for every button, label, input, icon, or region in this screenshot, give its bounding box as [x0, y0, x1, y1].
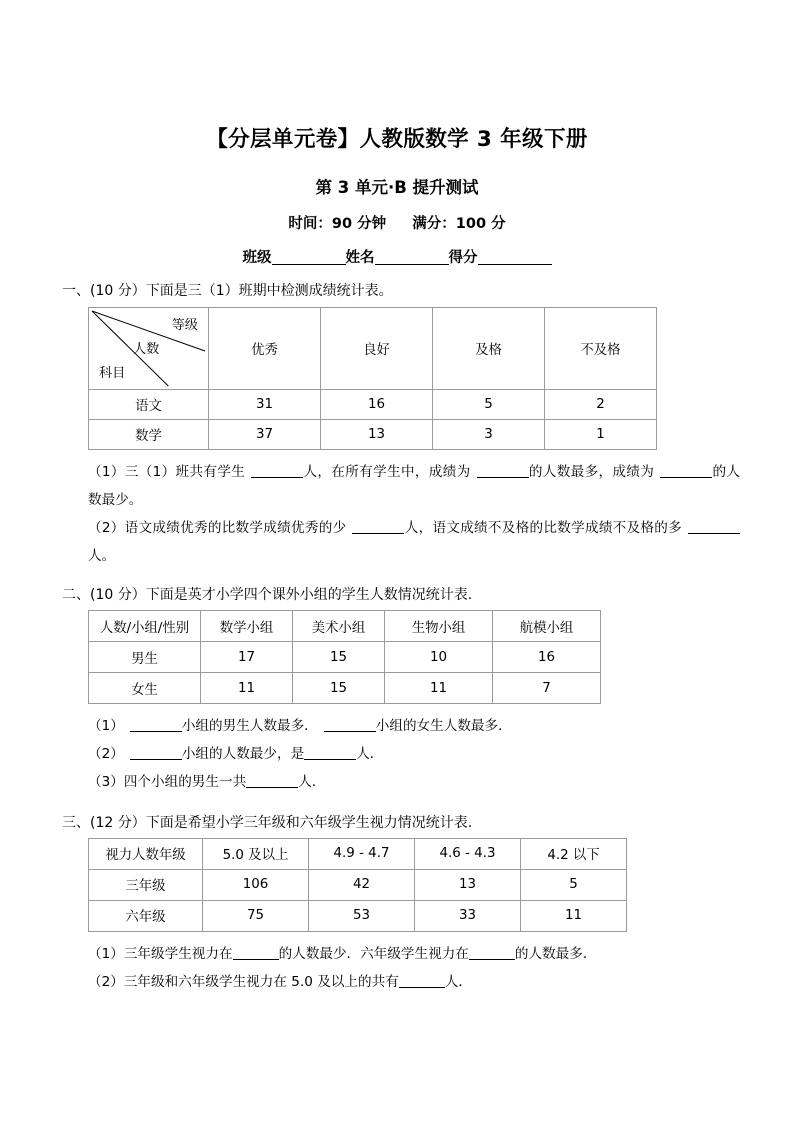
question-text: 的人数最多，成绩为	[528, 464, 655, 481]
question-text: （1）三（1）班共有学生	[88, 464, 246, 481]
table-cell: 2	[545, 390, 657, 420]
table-cell: 42	[309, 869, 415, 900]
question-text: 的人数最少．六年级学生视力在	[278, 945, 469, 962]
question-3-2	[0, 969, 794, 997]
question-text: 人．	[444, 973, 472, 990]
question-1-1	[0, 459, 794, 515]
question-2-3	[0, 769, 794, 797]
question-text: 人，语文成绩不及格的比数学成绩不及格的多	[404, 520, 683, 537]
table-row	[89, 900, 627, 931]
table-cell: 15	[293, 673, 385, 704]
class-field-blank[interactable]	[272, 264, 346, 265]
table-cell: 31	[209, 390, 321, 420]
column-header: 4.6 - 4.3	[415, 838, 521, 869]
name-field-blank[interactable]	[375, 264, 449, 265]
table-cell: 17	[201, 642, 293, 673]
question-text: 小组的男生人数最多．	[181, 718, 318, 735]
section-two	[0, 571, 794, 797]
answer-blank[interactable]	[688, 533, 740, 534]
table-cell: 5	[521, 869, 627, 900]
table-cell: 11	[385, 673, 493, 704]
answer-blank[interactable]	[304, 759, 356, 760]
table-cell: 1	[545, 420, 657, 450]
table-cell: 15	[293, 642, 385, 673]
row-label: 语文	[89, 390, 209, 420]
page-subtitle: 第 3 单元·B 提升测试	[315, 178, 479, 197]
answer-blank[interactable]	[477, 477, 529, 478]
question-text: 人。	[88, 547, 116, 564]
table-cell: 7	[493, 673, 601, 704]
question-1-2	[0, 515, 794, 571]
diagonal-header-cell	[89, 308, 209, 390]
section-three-heading: 三、(12 分）下面是希望小学三年级和六年级学生视力情况统计表.	[62, 814, 473, 831]
corner-header-cell: 人数/小组/性别	[89, 611, 201, 642]
row-label: 数学	[89, 420, 209, 450]
answer-blank[interactable]	[660, 477, 712, 478]
answer-blank[interactable]	[246, 787, 298, 788]
name-field-label: 姓名	[345, 250, 375, 266]
section-one-heading: 一、(10 分）下面是三（1）班期中检测成绩统计表。	[62, 283, 393, 299]
question-text: （2）	[88, 745, 124, 762]
question-2-2	[0, 741, 794, 769]
section-two-heading: 二、(10 分）下面是英才小学四个课外小组的学生人数情况统计表.	[62, 586, 473, 603]
question-text: （1）	[88, 718, 124, 735]
table-row	[89, 869, 627, 900]
question-text: 小组的人数最少，是	[181, 745, 305, 762]
answer-blank[interactable]	[399, 987, 445, 988]
table-cell: 3	[433, 420, 545, 450]
table-cell: 16	[493, 642, 601, 673]
question-text: 人．	[356, 745, 384, 762]
section-one-questions	[0, 450, 794, 570]
section-two-questions	[0, 704, 794, 797]
answer-blank[interactable]	[469, 959, 515, 960]
question-text: 的人数最少。	[88, 464, 741, 509]
grades-statistics-table	[88, 307, 657, 450]
vision-table-wrapper	[0, 833, 794, 932]
column-header: 数学小组	[201, 611, 293, 642]
diagonal-header-box	[89, 308, 208, 389]
question-3-1	[0, 941, 794, 969]
answer-blank[interactable]	[130, 759, 182, 760]
table-cell: 13	[415, 869, 521, 900]
column-header: 4.2 以下	[521, 838, 627, 869]
table-header-row	[89, 611, 601, 642]
row-label: 六年级	[89, 900, 203, 931]
section-three-questions	[0, 932, 794, 997]
answer-blank[interactable]	[352, 533, 404, 534]
answer-blank[interactable]	[324, 731, 376, 732]
table-cell: 53	[309, 900, 415, 931]
table-row	[89, 673, 601, 704]
row-label: 三年级	[89, 869, 203, 900]
class-field-label: 班级	[242, 250, 272, 266]
corner-label-subject: 科目	[99, 366, 126, 382]
table-row	[89, 420, 657, 450]
column-header: 航模小组	[493, 611, 601, 642]
row-label: 女生	[89, 673, 201, 704]
score-field-blank[interactable]	[478, 264, 552, 265]
question-text: 小组的女生人数最多．	[375, 718, 512, 735]
clubs-table-wrapper	[0, 605, 794, 704]
table-cell: 13	[321, 420, 433, 450]
column-header: 5.0 及以上	[203, 838, 309, 869]
column-header: 4.9 - 4.7	[309, 838, 415, 869]
table-cell: 5	[433, 390, 545, 420]
question-text: 人．	[298, 773, 326, 790]
exam-meta	[0, 198, 794, 233]
page-title: 【分层单元卷】人教版数学 3 年级下册	[206, 127, 588, 152]
row-label: 男生	[89, 642, 201, 673]
table-cell: 10	[385, 642, 493, 673]
score-field-label: 得分	[448, 250, 478, 266]
table-cell: 11	[521, 900, 627, 931]
column-header: 及格	[433, 308, 545, 390]
question-text: （2）三年级和六年级学生视力在 5.0 及以上的共有	[88, 973, 399, 990]
answer-blank[interactable]	[233, 959, 279, 960]
table-header-row	[89, 308, 657, 390]
table-header-row	[89, 838, 627, 869]
clubs-statistics-table	[88, 610, 601, 704]
question-text: 人，在所有学生中，成绩为	[303, 464, 471, 481]
section-one	[0, 267, 794, 571]
table-cell: 33	[415, 900, 521, 931]
table-cell: 16	[321, 390, 433, 420]
table-row	[89, 390, 657, 420]
question-text: （1）三年级学生视力在	[88, 945, 233, 962]
column-header: 生物小组	[385, 611, 493, 642]
table-cell: 11	[201, 673, 293, 704]
column-header: 不及格	[545, 308, 657, 390]
question-text: 的人数最多．	[514, 945, 597, 962]
table-cell: 37	[209, 420, 321, 450]
answer-blank[interactable]	[251, 477, 303, 478]
total-score-label: 满分：100 分	[412, 216, 506, 232]
student-info-fields	[0, 233, 794, 267]
answer-blank[interactable]	[130, 731, 182, 732]
table-cell: 106	[203, 869, 309, 900]
column-header: 美术小组	[293, 611, 385, 642]
question-2-1	[0, 713, 794, 741]
table-cell: 75	[203, 900, 309, 931]
table-row	[89, 642, 601, 673]
time-limit-label: 时间：90 分钟	[288, 216, 387, 232]
vision-statistics-table	[88, 838, 627, 932]
corner-label-count: 人数	[133, 342, 160, 358]
column-header: 优秀	[209, 308, 321, 390]
question-text: （3）四个小组的男生一共	[88, 773, 247, 790]
column-header: 良好	[321, 308, 433, 390]
corner-label-grade: 等级	[171, 318, 198, 334]
section-three	[0, 797, 794, 997]
grades-table-wrapper	[0, 301, 794, 450]
question-text: （2）语文成绩优秀的比数学成绩优秀的少	[88, 520, 347, 537]
corner-header-cell: 视力人数年级	[89, 838, 203, 869]
